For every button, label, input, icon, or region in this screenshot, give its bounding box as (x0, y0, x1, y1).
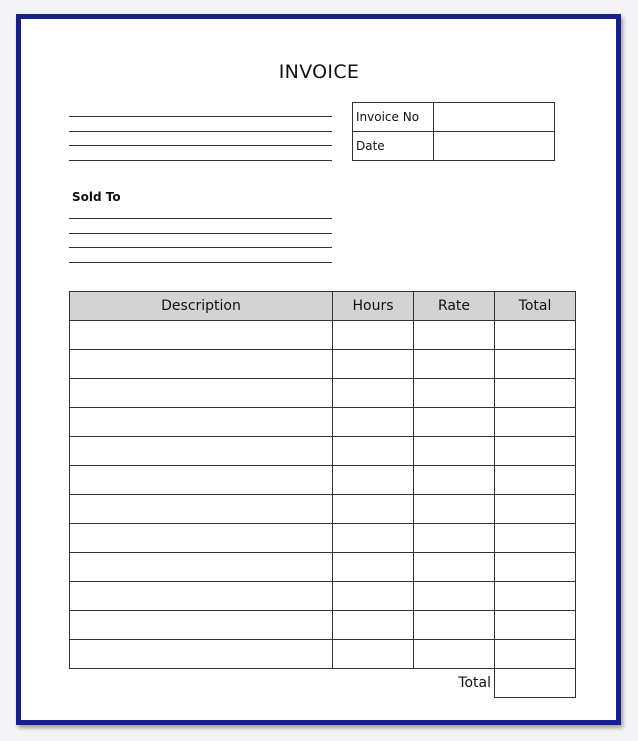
total-cell[interactable] (495, 553, 576, 582)
address-line[interactable] (69, 160, 332, 161)
column-header-hours: Hours (333, 292, 414, 321)
description-cell[interactable] (70, 466, 333, 495)
table-row (70, 524, 576, 553)
address-line[interactable] (69, 116, 332, 117)
hours-cell[interactable] (333, 379, 414, 408)
rate-cell[interactable] (414, 611, 495, 640)
rate-cell[interactable] (414, 524, 495, 553)
hours-cell[interactable] (333, 408, 414, 437)
table-row (70, 611, 576, 640)
column-header-description: Description (70, 292, 333, 321)
hours-cell[interactable] (333, 640, 414, 669)
description-cell[interactable] (70, 379, 333, 408)
total-cell[interactable] (495, 321, 576, 350)
hours-cell[interactable] (333, 524, 414, 553)
table-row (70, 495, 576, 524)
sold-to-line[interactable] (69, 218, 332, 219)
total-cell[interactable] (495, 408, 576, 437)
table-row (70, 321, 576, 350)
address-line[interactable] (69, 145, 332, 146)
description-cell[interactable] (70, 350, 333, 379)
table-row (70, 379, 576, 408)
sold-to-line[interactable] (69, 233, 332, 234)
rate-cell[interactable] (414, 379, 495, 408)
table-row (70, 350, 576, 379)
table-row (70, 408, 576, 437)
date-label: Date (353, 132, 434, 161)
table-row (70, 437, 576, 466)
line-items-table (69, 291, 576, 698)
rate-cell[interactable] (414, 553, 495, 582)
total-cell[interactable] (495, 466, 576, 495)
table-row (70, 640, 576, 669)
description-cell[interactable] (70, 408, 333, 437)
description-cell[interactable] (70, 495, 333, 524)
invoice-number-row (353, 103, 555, 132)
total-cell[interactable] (495, 495, 576, 524)
hours-cell[interactable] (333, 495, 414, 524)
rate-cell[interactable] (414, 408, 495, 437)
description-cell[interactable] (70, 553, 333, 582)
total-cell[interactable] (495, 582, 576, 611)
hours-cell[interactable] (333, 611, 414, 640)
rate-cell[interactable] (414, 582, 495, 611)
total-cell[interactable] (495, 640, 576, 669)
hours-cell[interactable] (333, 553, 414, 582)
sold-to-label: Sold To (72, 190, 121, 204)
total-cell[interactable] (495, 379, 576, 408)
invoice-meta-table (352, 102, 555, 161)
table-row (70, 466, 576, 495)
grand-total-row (70, 669, 576, 698)
grand-total-field[interactable] (495, 669, 576, 698)
sold-to-line[interactable] (69, 262, 332, 263)
date-field[interactable] (434, 132, 555, 161)
description-cell[interactable] (70, 321, 333, 350)
rate-cell[interactable] (414, 321, 495, 350)
hours-cell[interactable] (333, 466, 414, 495)
invoice-number-label: Invoice No (353, 103, 434, 132)
column-header-rate: Rate (414, 292, 495, 321)
total-cell[interactable] (495, 437, 576, 466)
column-header-total: Total (495, 292, 576, 321)
hours-cell[interactable] (333, 350, 414, 379)
table-header-row (70, 292, 576, 321)
grand-total-label: Total (458, 675, 491, 692)
invoice-number-field[interactable] (434, 103, 555, 132)
rate-cell[interactable] (414, 350, 495, 379)
rate-cell[interactable] (414, 466, 495, 495)
address-line[interactable] (69, 131, 332, 132)
hours-cell[interactable] (333, 321, 414, 350)
line-items-body (70, 321, 576, 669)
description-cell[interactable] (70, 640, 333, 669)
total-cell[interactable] (495, 350, 576, 379)
hours-cell[interactable] (333, 437, 414, 466)
table-row (70, 553, 576, 582)
date-row (353, 132, 555, 161)
hours-cell[interactable] (333, 582, 414, 611)
rate-cell[interactable] (414, 640, 495, 669)
rate-cell[interactable] (414, 437, 495, 466)
description-cell[interactable] (70, 611, 333, 640)
invoice-title: INVOICE (278, 61, 360, 83)
total-cell[interactable] (495, 524, 576, 553)
total-cell[interactable] (495, 611, 576, 640)
description-cell[interactable] (70, 582, 333, 611)
rate-cell[interactable] (414, 495, 495, 524)
description-cell[interactable] (70, 524, 333, 553)
sold-to-line[interactable] (69, 247, 332, 248)
table-row (70, 582, 576, 611)
description-cell[interactable] (70, 437, 333, 466)
